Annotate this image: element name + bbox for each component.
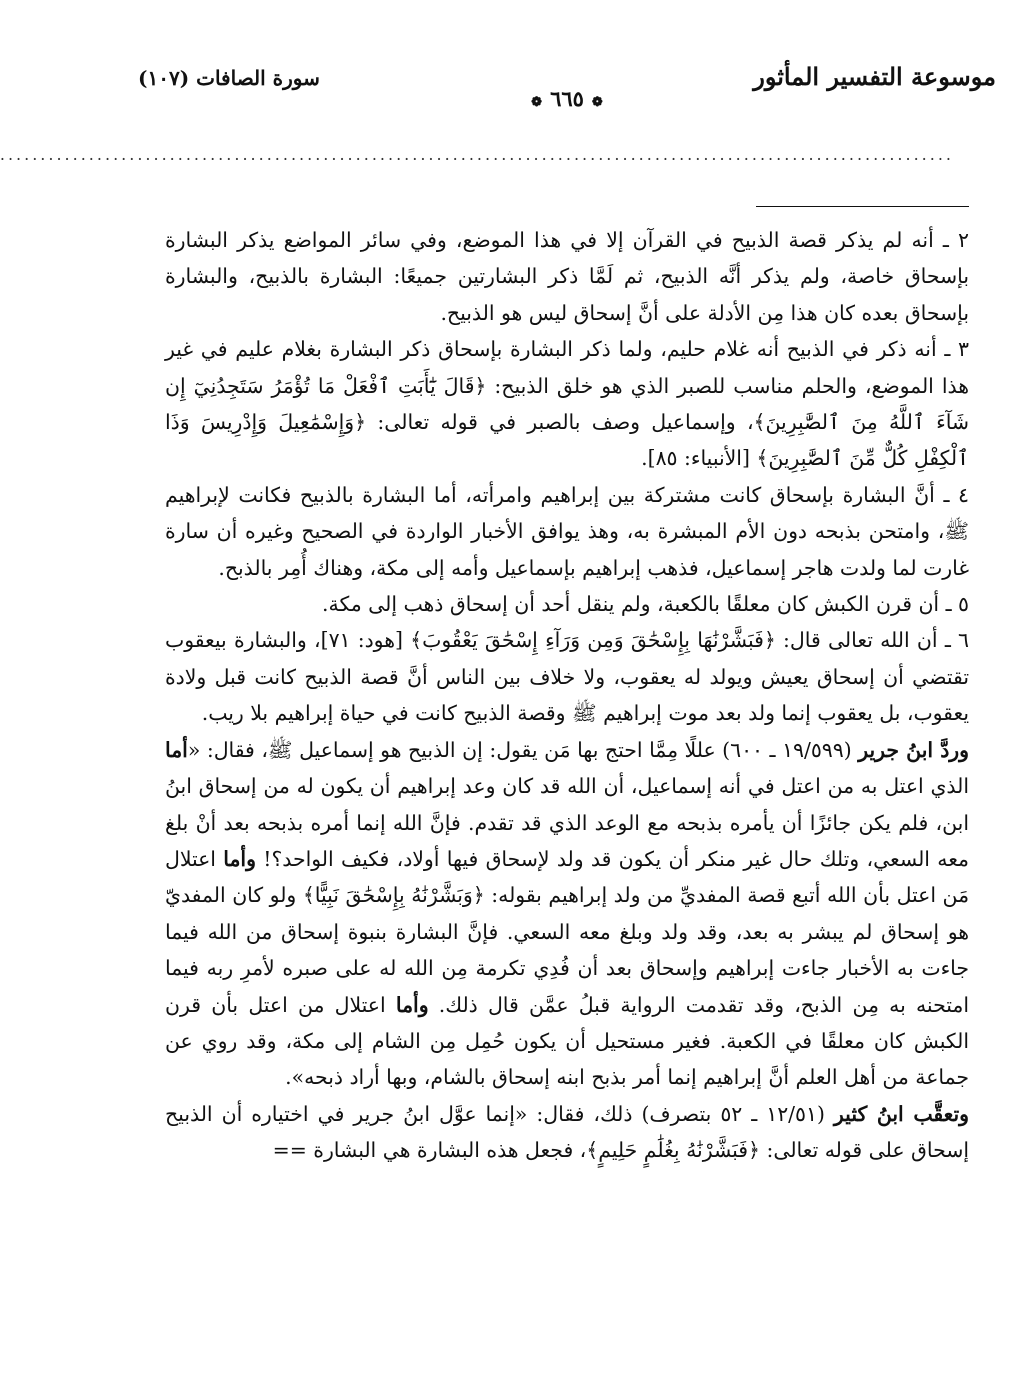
- text-span: ٣ ـ أنه ذكر في الذبيح أنه غلام حليم، ولما ذكر البشارة بإسحاق ذكر البشارة بغلام عليم في غير هذا الموضع، والحلم مناسب للصبر الذي هو خلق الذبيح:: [165, 337, 969, 398]
- text-span: اعتلال مَن اعتل بأن الله أتبع قصة المفديِّ من ولد إبراهيم بقوله:: [165, 846, 970, 908]
- dotted-separator: ......................................................................................................................: [0, 145, 954, 164]
- text-span: الذي اعتل به من اعتل في أنه إسماعيل، أن الله قد كان وعد إبراهيم أن يكون له من إسحاق ابنُ ابن، فلم يكن جائزًا أن يأمره بذبحه مع الوعد الذي قد تقدم. فإنَّ الله إنما أمره بذبحه بعد أنْ بلغ معه السعي، وتلك حال غير منكر أن يكون قد ولد لإسحاق فيها أولاد، فكيف الواحد؟!: [165, 774, 969, 871]
- footnote-rule: [756, 206, 969, 207]
- paragraph-point-3: [165, 331, 969, 477]
- text-span: ٦ ـ أن الله تعالى قال:: [775, 628, 969, 653]
- quran-verse: ﴿وَإِسْمَٰعِيلَ وَإِدْرِيسَ وَذَا ٱلْكِفْلِ كُلٌّ مِّنَ ٱلصَّٰبِرِينَ﴾: [165, 410, 969, 471]
- page-number: ٦٦٥: [550, 86, 584, 111]
- page-number-block: [523, 86, 611, 111]
- text-span: [هود: ٧١]، والبشارة بيعقوب تقتضي أن إسحاق يعيش ويولد له يعقوب، ولا خلاف بين الناس أنَّ قصة الذبيح كانت قبل ولادة يعقوب، بل يعقوب إنما ولد بعد موت إبراهيم ﷺ وقصة الذبيح كانت في حياة إبراهيم بلا ريب.: [165, 628, 969, 726]
- text-span: ، وإسماعيل وصف بالصبر في قوله تعالى:: [366, 410, 754, 435]
- ornament-icon: ❁: [531, 95, 543, 110]
- text-span: (١٢/٥١ ـ ٥٢ بتصرف) ذلك، فقال: «إنما عوَّل ابنُ جرير في اختياره أن الذبيح إسحاق على قوله تعالى:: [165, 1101, 969, 1163]
- bold-word: وأما: [223, 846, 256, 871]
- text-span: ولو كان المفديّ هو إسحاق لم يبشر به بعد، وقد ولد وبلغ معه السعي. فإنَّ البشارة بنبوة إسحاق من الله فيما جاءت به الأخبار جاءت إبراهيم وإسحاق بعد أن فُدِي تكرمة مِن الله له على صبره لأمرِ ربه فيما امتحنه به مِن الذبح، وقد تقدمت الرواية قبلُ عمَّن قال ذلك.: [165, 883, 969, 1017]
- text-span: ، فجعل هذه البشارة هي البشارة ==: [272, 1138, 587, 1163]
- paragraph-point-5: ٥ ـ أن قرن الكبش كان معلقًا بالكعبة، ولم ينقل أحد أن إسحاق ذهب إلى مكة.: [322, 592, 969, 617]
- paragraph-point-4: ٤ ـ أنَّ البشارة بإسحاق كانت مشتركة بين إبراهيم وامرأته، أما البشارة بالذبيح فكانت لإبراهيم ﷺ، وامتحن بذبحه دون الأم المبشرة به، وهذ يوافق الأخبار الواردة في الصحيح وغيره أن سارة غارت لما ولدت هاجر إسماعيل، فذهب إبراهيم بإسماعيل وأمه إلى مكة، وهناك أُمِر بالذبح.: [165, 482, 969, 580]
- ornament-icon: ❁: [591, 95, 603, 110]
- paragraph-ibn-kathir: [165, 1096, 969, 1169]
- quran-verse: ﴿وَبَشَّرْنَٰهُ بِإِسْحَٰقَ نَبِيًّا﴾: [302, 883, 485, 908]
- page-header: [138, 62, 996, 112]
- quran-verse: ﴿فَبَشَّرْنَٰهُ بِغُلَٰمٍ حَلِيمٍ﴾: [586, 1138, 760, 1163]
- paragraph-point-6: [165, 622, 969, 731]
- text-span: اعتلال من اعتل بأن قرن الكبش كان معلقًا في الكعبة. فغير مستحيل أن يكون حُمِل مِن الشام إلى مكة، وقد روي عن جماعة من أهل العلم أنَّ إبراهيم إنما أمر بذبح ابنه إسحاق بالشام، وبها أراد ذبحه».: [165, 992, 969, 1090]
- main-text: [165, 222, 969, 1352]
- surah-label: سورة الصافات (١٠٧): [138, 66, 320, 90]
- quran-verse: ﴿فَبَشَّرْنَٰهَا بِإِسْحَٰقَ وَمِن وَرَآءِ إِسْحَٰقَ يَعْقُوبَ﴾: [410, 628, 776, 653]
- text-span: [الأنبياء: ٨٥].: [641, 446, 757, 471]
- paragraph-point-2: ٢ ـ أنه لم يذكر قصة الذبيح في القرآن إلا في هذا الموضع، وفي سائر المواضع يذكر البشارة بإسحاق خاصة، ولم يذكر أنَّه الذبيح، ثم لَمَّا ذكر البشارتين جميعًا: البشارة بالذبيح، والبشارة بإسحاق بعده كان هذا مِن الأدلة على أنَّ إسحاق ليس هو الذبيح.: [165, 228, 969, 325]
- paragraph-ibn-jarir: [165, 732, 969, 1096]
- author-lead: وتعقَّب ابنُ كثير: [833, 1101, 970, 1126]
- bold-word: أما: [165, 737, 188, 762]
- text-span: (١٩/٥٩٩ ـ ٦٠٠) عللًا مِمَّا احتج بها مَن يقول: إن الذبيح هو إسماعيل ﷺ، فقال: «: [187, 737, 859, 762]
- quran-verse: ﴿قَالَ يَٰٓأَبَتِ ٱفْعَلْ مَا تُؤْمَرُ سَتَجِدُنِيٓ إِن شَآءَ ٱللَّهُ مِنَ ٱلصَّٰبِرِينَ﴾: [165, 373, 970, 435]
- book-title: موسوعة التفسير المأثور: [753, 62, 996, 91]
- author-lead: وردَّ ابنُ جرير: [858, 737, 969, 762]
- bold-word: وأما: [395, 992, 429, 1017]
